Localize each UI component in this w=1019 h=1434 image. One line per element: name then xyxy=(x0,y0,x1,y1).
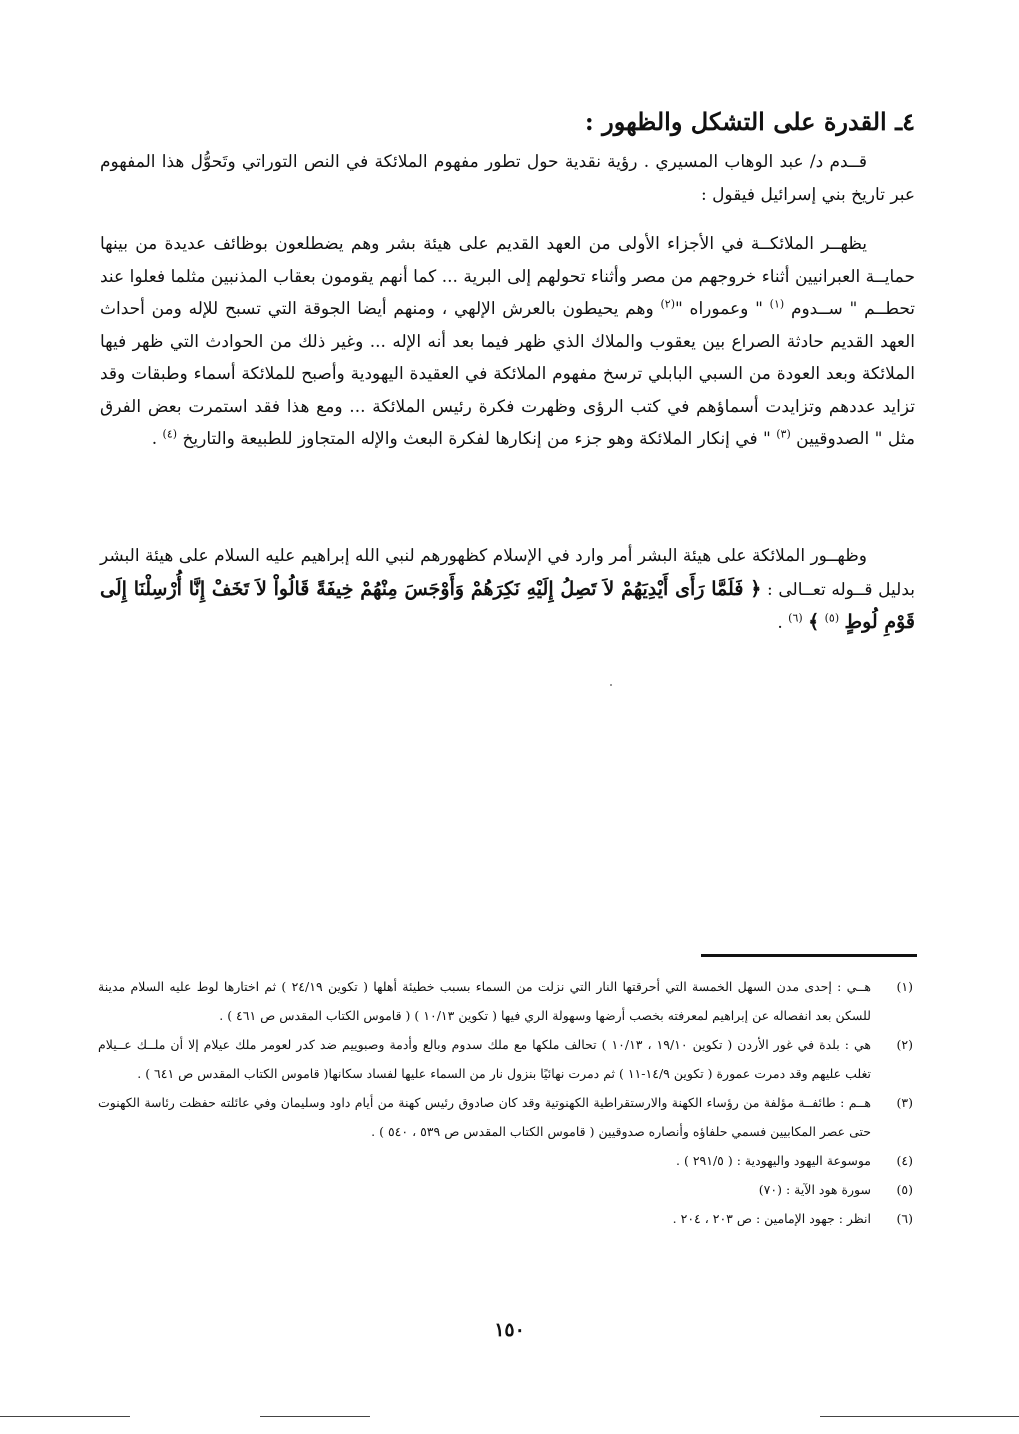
footnote-separator xyxy=(701,954,917,957)
footnote-number: (٤) xyxy=(896,1153,913,1168)
footnote-ref-5[interactable]: (٥) xyxy=(824,611,840,625)
quote-text-part4: " في إنكار الملائكة وهو جزء من إنكارها لفكرة البعث والإله المتجاوز للطبيعة والتاريخ xyxy=(182,429,771,449)
intro-text: قــدم د/ عبد الوهاب المسيري . رؤية نقدية حول تطور مفهوم الملائكة في النص التوراتي وتَحوُّل هذا المفهوم عبر تاريخ بني إسرائيل فيقول : xyxy=(100,152,915,205)
scan-speck xyxy=(610,684,612,686)
quran-verse: ﴿ فَلَمَّا رَأَى أَيْدِيَهُمْ لاَ تَصِلُ إِلَيْهِ نَكِرَهُمْ وَأَوْجَسَ مِنْهُمْ خِيفَةً قَالُواْ لاَ تَخَفْ إِنَّا أُرْسِلْنَا إِلَى قَوْمِ لُوطٍ xyxy=(100,577,915,633)
footnote-5 xyxy=(98,1175,913,1204)
footnote-6 xyxy=(98,1204,913,1233)
footnote-ref-1[interactable]: (١) xyxy=(769,297,785,311)
paragraph-end: . xyxy=(777,613,783,633)
quote-text-part3: وهم يحيطون بالعرش الإلهي ، ومنهم أيضا الجوقة التي تسبح للإله ومن أحداث العهد القديم حادثة الصراع بين يعقوب والملاك الذي ظهر فيما بعد أنه الإله ... وغير ذلك من الحوادث التي ظهر فيها الملائكة وبعد العودة من السبي البابلي ترسخ مفهوم الملائكة في العقيدة اليهودية وأصبح للملائكة أسماء وطبقات وقد تزايد عددهم وتزايدت أسماؤهم في كتب الرؤى وظهرت فكرة رئيس الملائكة ... ومع هذا فقد استمرت بعض الفرق مثل " الصدوقيين xyxy=(100,299,915,449)
footnote-ref-4[interactable]: (٤) xyxy=(162,427,178,441)
scan-edge-line xyxy=(0,1416,130,1417)
footnote-4 xyxy=(98,1146,913,1175)
footnote-text: هي : بلدة في غور الأردن ( تكوين ١٩/١٠ ، ١٠/١٣ ) تحالف ملكها مع ملك سدوم وبالع وأدمة وصبوييم ضد كدر لعومر ملك عيلام إلا أن ملــك عــيلام تغلب عليهم وقد دمرت عمورة ( تكوين ١٤/٩-١١ ) ثم دمرت نهائيًا بنزول نار من السماء عليها لفساد سكانها( قاموس الكتاب المقدس ص ٦٤١ ) . xyxy=(98,1037,871,1081)
page-number: ١٥٠ xyxy=(494,1319,525,1341)
islam-text: وظهــور الملائكة على هيئة البشر أمر وارد في الإسلام كظهورهم لنبي الله إبراهيم عليه السلام على هيئة البشر بدليل قــوله تعــالى : xyxy=(100,546,915,600)
footnote-number: (٦) xyxy=(896,1211,913,1226)
islam-paragraph xyxy=(100,540,915,640)
footnotes xyxy=(98,972,913,1233)
quote-text-part5: . xyxy=(151,429,158,449)
footnote-text: سورة هود الآية : (٧٠) xyxy=(758,1182,871,1197)
quote-text-part1: يظهــر الملائكــة في الأجزاء الأولى من العهد القديم على هيئة بشر وهم يضطلعون بوظائف عديدة من بينها حمايــة العبرانيين أثناء خروجهم من مصر وأثناء تحولهم إلى البرية ... كما أنهم يقومون بعقاب المذنبين مثلما فعلوا عند تحطــم " ســدوم xyxy=(100,234,916,319)
footnote-ref-3[interactable]: (٣) xyxy=(776,427,791,441)
scan-edge-line xyxy=(260,1416,370,1417)
footnote-1 xyxy=(98,972,913,1030)
footnote-text: هــي : إحدى مدن السهل الخمسة التي أحرقتها النار التي نزلت من السماء بسبب خطيئة أهلها ( تكوين ٢٤/١٩ ) ثم اختارها لوط عليه السلام مدينة للسكن بعد انفصاله عن إبراهيم لمعرفته بخصب أرضها وسهولة الري فيها ( تكوين ١٠/١٣ ) ( قاموس الكتاب المقدس ص ٤٦١ ) . xyxy=(98,979,871,1023)
quote-paragraph xyxy=(100,228,915,456)
footnote-ref-6[interactable]: (٦) xyxy=(788,611,803,625)
footnote-ref-2[interactable]: (٢) xyxy=(660,297,675,311)
footnote-3 xyxy=(98,1088,913,1146)
footnote-number: (٥) xyxy=(896,1182,913,1197)
quran-close-bracket: ﴾ xyxy=(808,611,820,633)
footnote-2 xyxy=(98,1030,913,1088)
footnote-text: هــم : طائفــة مؤلفة من رؤساء الكهنة والارستقراطية الكهنوتية وقد كان صادوق رئيس كهنة من أيام داود وسليمان وفي عائلته حفظت رئاسة الكهنوت حتى عصر المكابيين فسمي حلفاؤه وأنصاره صدوقيين ( قاموس الكتاب المقدس ص ٥٣٩ ، ٥٤٠ ) . xyxy=(98,1095,871,1139)
footnote-text: موسوعة اليهود واليهودية : ( ٢٩١/٥ ) . xyxy=(676,1153,871,1168)
scan-edge-line xyxy=(820,1416,1019,1417)
footnote-text: انظر : جهود الإمامين : ص ٢٠٣ ، ٢٠٤ . xyxy=(672,1211,871,1226)
section-heading: ٤ـ القدرة على التشكل والظهور : xyxy=(584,107,915,136)
footnote-number: (٢) xyxy=(896,1037,913,1052)
footnote-number: (٣) xyxy=(896,1095,913,1110)
intro-paragraph xyxy=(100,146,915,211)
footnote-number: (١) xyxy=(896,979,913,994)
quote-text-part2: " وعموراه " xyxy=(675,299,763,319)
